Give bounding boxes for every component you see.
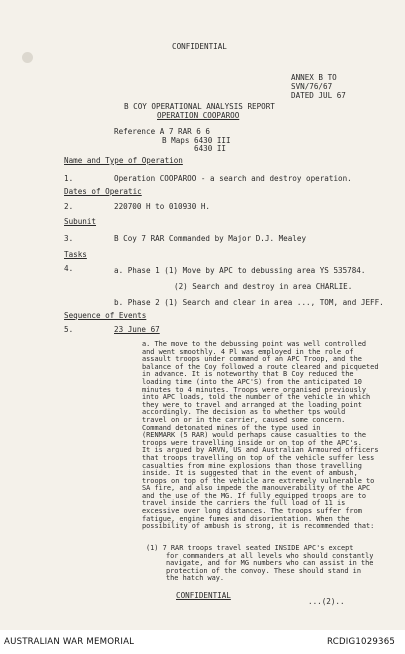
narrative-line: excessive over long distances. The troops suffer from [142, 507, 362, 516]
narrative-line: possibility of ambush is strong, it is recommended that: [142, 522, 375, 531]
narrative-line: they were to travel and arranged at the loading point [142, 400, 362, 409]
item-5-date: 23 June 67 [114, 325, 160, 334]
report-title: B COY OPERATIONAL ANALYSIS REPORT [124, 102, 275, 111]
reference-line-2: B Maps 6430 III [162, 136, 231, 145]
annex-line-2: SVN/76/67 [291, 82, 333, 91]
item-1-text: Operation COOPAROO - a search and destroy operation. [114, 174, 352, 183]
recommendation-line: for commanders at all levels who should constantly [166, 551, 374, 560]
narrative-line: travel inside the carriers the full load of 11 is [142, 499, 346, 508]
continuation-marker: ...(2).. [308, 597, 345, 606]
narrative-line: and the use of the MG. If fully equipped troops are to [142, 491, 367, 500]
item-4-number: 4. [64, 264, 74, 273]
narrative-line: minutes to 4 minutes. Troops were organised previously [142, 385, 367, 394]
narrative-line: troops were travelling inside or on top of the APC's. [142, 438, 362, 447]
record-id: RCDIG1029365 [327, 637, 396, 647]
narrative-line: inside. It is suggested that in the event of ambush, [142, 469, 358, 478]
task-phase-1-step-2: (2) Search and destroy in area CHARLIE. [174, 282, 353, 291]
narrative-line: and went smoothly. 4 Pl was employed in the role of [142, 347, 354, 356]
reference-line-3: 6430 II [194, 144, 227, 153]
item-2-number: 2. [64, 202, 74, 211]
recommendation-line: the hatch way. [166, 574, 225, 583]
punch-hole [22, 52, 33, 63]
narrative-line: troops on top of the vehicle are extremely vulnerable to [142, 476, 375, 485]
narrative-line: assault troops under command of an APC Troop, and the [142, 355, 362, 364]
annex-line-1: ANNEX B TO [291, 73, 337, 82]
annex-line-3: DATED JUL 67 [291, 91, 346, 100]
narrative-line: loading time (into the APC'S) from the anticipated 10 [142, 377, 362, 386]
bottom-classification: CONFIDENTIAL [176, 591, 231, 600]
task-phase-1-step-1: a. Phase 1 (1) Move by APC to debussing area YS 535784. [114, 266, 366, 275]
top-classification: CONFIDENTIAL [172, 42, 227, 51]
narrative-line: that troops travelling on top of the vehicle suffer less [142, 453, 375, 462]
heading-tasks: Tasks [64, 250, 87, 259]
archive-footer [0, 630, 405, 654]
narrative-line: in advance. It is noteworthy that B Coy reduced the [142, 370, 354, 379]
heading-subunit: Subunit [64, 217, 97, 226]
narrative-line: balance of the Coy followed a route cleared and picqueted [142, 362, 379, 371]
narrative-line: accordingly. The decision as to whether tps would [142, 408, 346, 417]
narrative-line: fatigue, engine fumes and disorientation. When the [142, 514, 350, 523]
item-5-number: 5. [64, 325, 74, 334]
item-3-text: B Coy 7 RAR Commanded by Major D.J. Mealey [114, 234, 307, 243]
narrative-line: SA fire, and also impede the manouverability of the APC [142, 484, 371, 493]
recommendation-line: protection of the convoy. These should stand in [166, 566, 361, 575]
narrative-line: (RENMARK (5 RAR) would perhaps cause casualties to the [142, 431, 367, 440]
heading-name-type: Name and Type of Operation [64, 156, 183, 165]
report-subtitle: OPERATION COOPAROO [157, 111, 240, 120]
narrative-line: a. The move to the debussing point was well controlled [142, 340, 367, 348]
institution-name: AUSTRALIAN WAR MEMORIAL [4, 637, 135, 647]
item-3-number: 3. [64, 234, 74, 243]
recommendation-paragraph [146, 545, 382, 583]
narrative-line: casualties from mine explosions than those travelling [142, 461, 362, 470]
task-phase-2-step-1: b. Phase 2 (1) Search and clear in area ..., TOM, and JEFF. [114, 298, 384, 307]
recommendation-line: navigate, and for MG numbers who can assist in the [166, 559, 374, 568]
recommendation-line: (1) 7 RAR troops travel seated INSIDE APC's except [146, 544, 354, 552]
item-1-number: 1. [64, 174, 74, 183]
reference-line-1: Reference A 7 RAR 6 6 [114, 127, 211, 136]
heading-dates: Dates of Operatic [64, 187, 142, 196]
narrative-paragraph [142, 341, 382, 531]
narrative-line: travel on or in the carrier, caused some concern. [142, 415, 346, 424]
narrative-line: into APC loads, told the number of the vehicle in which [142, 393, 371, 402]
narrative-line: It is argued by ARVN, US and Australian Armoured officers [142, 446, 379, 455]
item-2-text: 220700 H to 010930 H. [114, 202, 211, 211]
narrative-line: Command detonated mines of the type used in [142, 423, 321, 432]
heading-sequence: Sequence of Events [64, 311, 147, 320]
